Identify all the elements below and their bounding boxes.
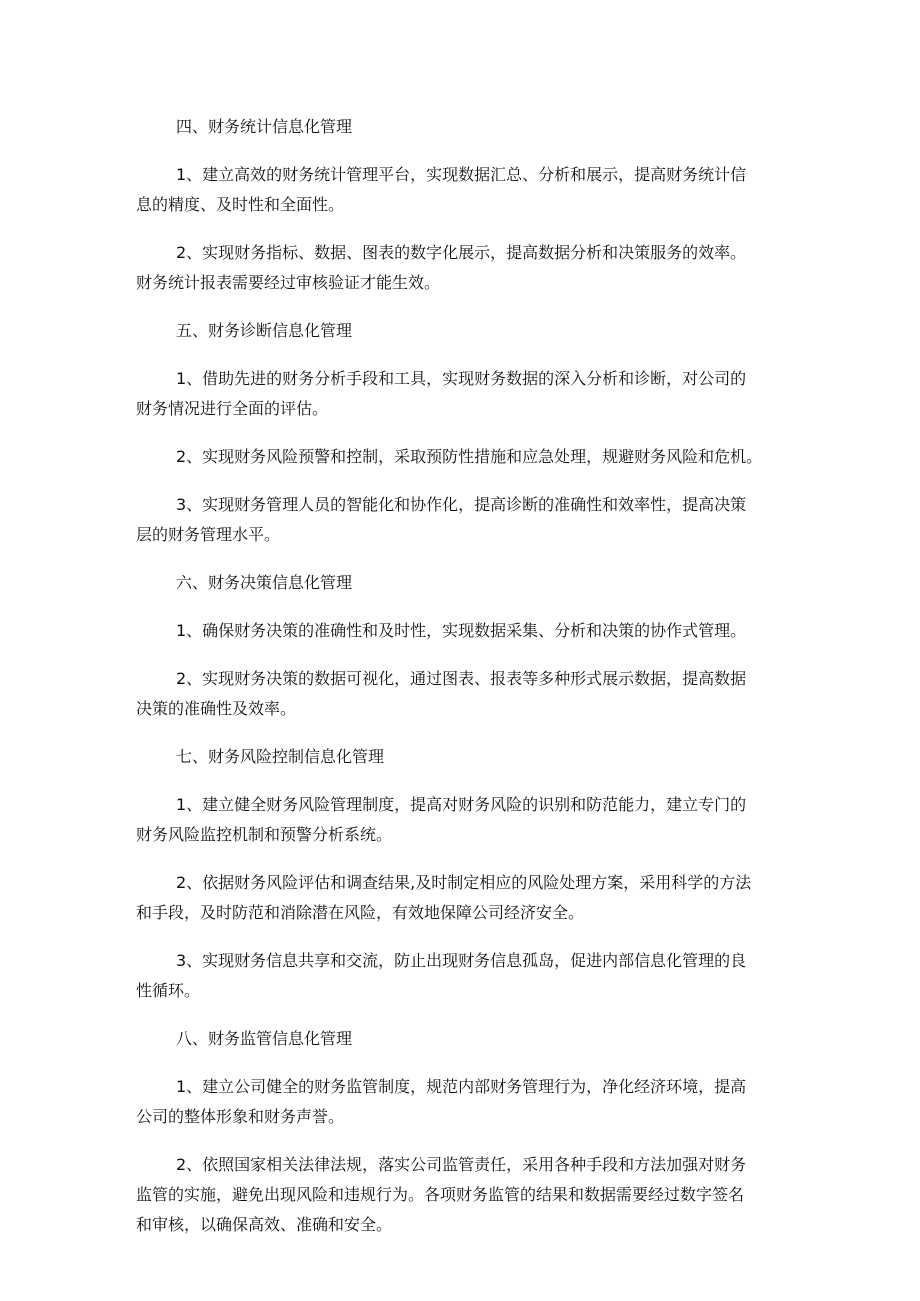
- paragraph: [136, 664, 788, 724]
- paragraph-line: 2、实现财务指标、数据、图表的数字化展示，提高数据分析和决策服务的效率。: [176, 243, 747, 262]
- paragraph-line: 公司的整体形象和财务声誉。: [136, 1107, 345, 1126]
- paragraph: [136, 1072, 788, 1132]
- paragraph-line: 1、确保财务决策的准确性和及时性，实现数据采集、分析和决策的协作式管理。: [176, 621, 747, 640]
- paragraph-line: 财务统计报表需要经过审核验证才能生效。: [136, 273, 441, 292]
- paragraph: [136, 868, 788, 928]
- section-heading: 六、财务决策信息化管理: [176, 573, 353, 592]
- paragraph: [136, 364, 788, 424]
- paragraph-line: 1、建立健全财务风险管理制度，提高对财务风险的识别和防范能力，建立专门的: [176, 795, 747, 814]
- paragraph: [136, 946, 788, 1006]
- paragraph-line: 监管的实施，避免出现风险和违规行为。各项财务监管的结果和数据需要经过数字签名: [136, 1185, 745, 1204]
- paragraph: [136, 616, 788, 646]
- paragraph: [136, 238, 788, 298]
- paragraph-line: 2、依照国家相关法律法规，落实公司监管责任，采用各种手段和方法加强对财务: [176, 1155, 747, 1174]
- paragraph-line: 息的精度、及时性和全面性。: [136, 195, 345, 214]
- paragraph: [136, 160, 788, 220]
- paragraph-line: 3、实现财务信息共享和交流，防止出现财务信息孤岛，促进内部信息化管理的良: [176, 951, 747, 970]
- paragraph-line: 2、实现财务风险预警和控制，采取预防性措施和应急处理，规避财务风险和危机。: [176, 447, 763, 466]
- paragraph-line: 1、建立高效的财务统计管理平台，实现数据汇总、分析和展示，提高财务统计信: [176, 165, 747, 184]
- paragraph-line: 和手段，及时防范和消除潜在风险，有效地保障公司经济安全。: [136, 903, 585, 922]
- paragraph-line: 1、建立公司健全的财务监管制度，规范内部财务管理行为，净化经济环境，提高: [176, 1077, 747, 1096]
- paragraph: [136, 790, 788, 850]
- paragraph: [136, 490, 788, 550]
- section-heading: 七、财务风险控制信息化管理: [176, 747, 385, 766]
- paragraph-line: 2、依据财务风险评估和调查结果,及时制定相应的风险处理方案，采用科学的方法: [176, 873, 752, 892]
- paragraph-line: 3、实现财务管理人员的智能化和协作化，提高诊断的准确性和效率性，提高决策: [176, 495, 747, 514]
- paragraph-line: 和审核，以确保高效、准确和安全。: [136, 1215, 393, 1234]
- section-heading: 五、财务诊断信息化管理: [176, 321, 353, 340]
- paragraph: [136, 1150, 788, 1240]
- paragraph-line: 财务情况进行全面的评估。: [136, 399, 329, 418]
- paragraph-line: 1、借助先进的财务分析手段和工具，实现财务数据的深入分析和诊断，对公司的: [176, 369, 747, 388]
- paragraph: [136, 442, 788, 472]
- section-heading: 八、财务监管信息化管理: [176, 1029, 353, 1048]
- paragraph-line: 财务风险监控机制和预警分析系统。: [136, 825, 393, 844]
- paragraph-line: 性循环。: [136, 981, 201, 1000]
- paragraph-line: 层的财务管理水平。: [136, 525, 281, 544]
- section-heading: 四、财务统计信息化管理: [176, 117, 353, 136]
- document-body: [136, 112, 788, 1258]
- paragraph-line: 2、实现财务决策的数据可视化，通过图表、报表等多种形式展示数据，提高数据: [176, 669, 747, 688]
- paragraph-line: 决策的准确性及效率。: [136, 699, 297, 718]
